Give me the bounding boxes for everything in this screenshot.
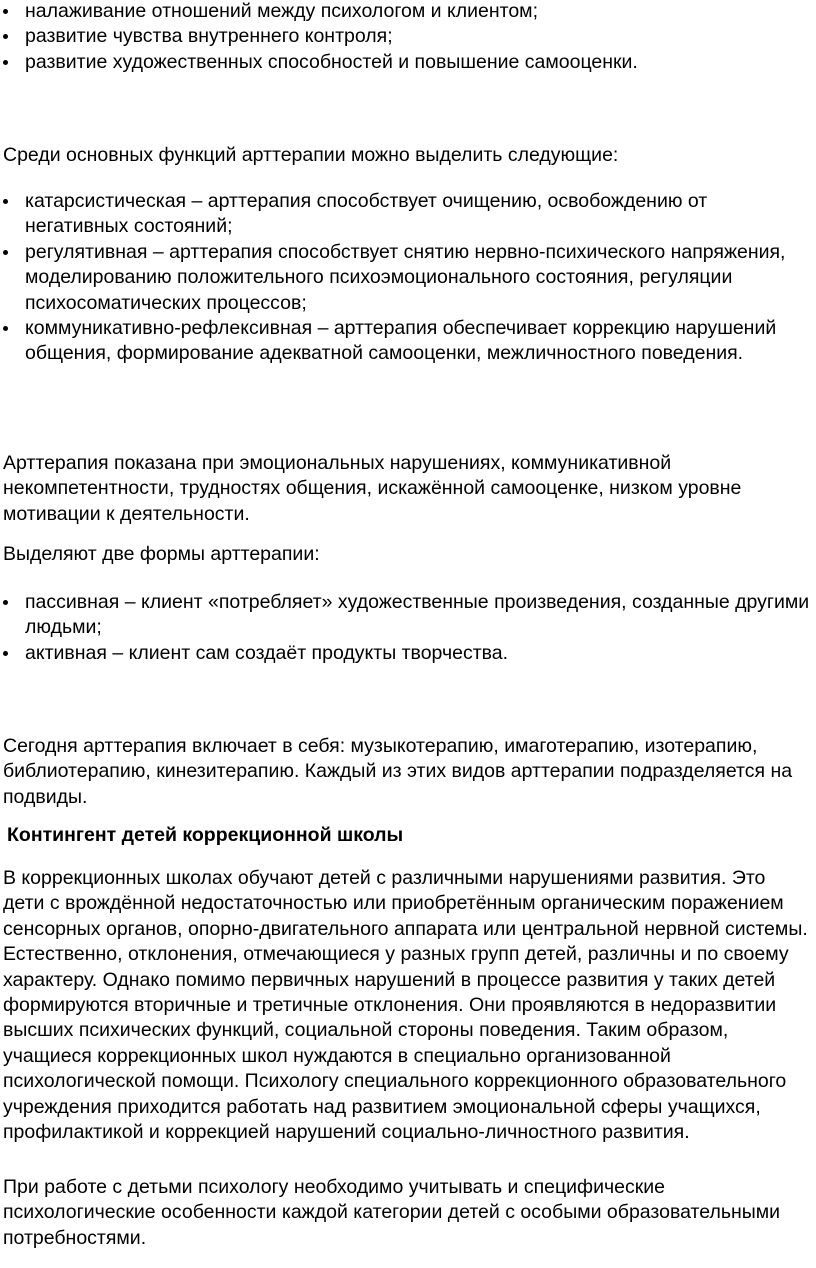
functions-list [0, 189, 816, 367]
list-item: развитие художественных способностей и повышение самооценки. [0, 50, 816, 75]
list-item: налаживание отношений между психологом и клиентом; [0, 0, 816, 24]
indications-section [0, 451, 816, 527]
forms-section [0, 542, 816, 567]
contingent-section [0, 866, 816, 1145]
section-heading: Контингент детей коррекционной школы [7, 824, 404, 846]
types-paragraph: Сегодня арттерапия включает в себя: музыкотерапию, имаготерапию, изотерапию, библиотерапию, кинезитерапию. Каждый из этих видов арттерапии подразделяется на подвиды. [3, 735, 793, 808]
functions-intro: Среди основных функций арттерапии можно выделить следующие: [3, 144, 619, 166]
list-item: развитие чувства внутреннего контроля; [0, 24, 816, 49]
list-item: пассивная – клиент «потребляет» художественные произведения, созданные другими людьми; [0, 590, 816, 641]
contingent-paragraph: В коррекционных школах обучают детей с различными нарушениями развития. Это дети с врождённой недостаточностью или приобретённым органическим поражением сенсорных органов, опорно-двигательного аппарата или центральной нервной системы. Естественно, отклонения, отмечающиеся у разных групп детей, различны и по своему характеру. Однако помимо первичных нарушений в процессе развития у таких детей формируются вторичные и третичные отклонения. Они проявляются в недоразвитии высших психических функций, социальной стороны поведения. Таким образом, учащиеся коррекционных школ нуждаются в специально организованной психологической помощи. Психологу специального коррекционного образовательного учреждения приходится работать над развитием эмоциональной сферы учащихся, профилактикой и коррекцией нарушений социально-личностного развития. [3, 867, 808, 1144]
forms-intro: Выделяют две формы арттерапии: [3, 543, 320, 565]
list-item: активная – клиент сам создаёт продукты творчества. [0, 641, 816, 666]
types-section [0, 734, 816, 810]
goals-list-tail [0, 0, 816, 75]
forms-list [0, 590, 816, 666]
closing-section [0, 1175, 816, 1251]
indications-paragraph: Арттерапия показана при эмоциональных нарушениях, коммуникативной некомпетентности, трудностях общения, искажённой самооценке, низком уровне мотивации к деятельности. [3, 452, 742, 525]
list-item: коммуникативно-рефлексивная – арттерапия обеспечивает коррекцию нарушений общения, формирование адекватной самооценки, межличностного поведения. [0, 316, 816, 367]
functions-section [0, 143, 816, 168]
contingent-heading-block [0, 823, 816, 848]
list-item: регулятивная – арттерапия способствует снятию нервно-психического напряжения, моделированию положительного психоэмоционального состояния, регуляции психосоматических процессов; [0, 240, 816, 316]
closing-paragraph: При работе с детьми психологу необходимо учитывать и специфические психологические особенности каждой категории детей с особыми образовательными потребностями. [3, 1176, 781, 1249]
list-item: катарсистическая – арттерапия способствует очищению, освобождению от негативных состояний; [0, 189, 816, 240]
